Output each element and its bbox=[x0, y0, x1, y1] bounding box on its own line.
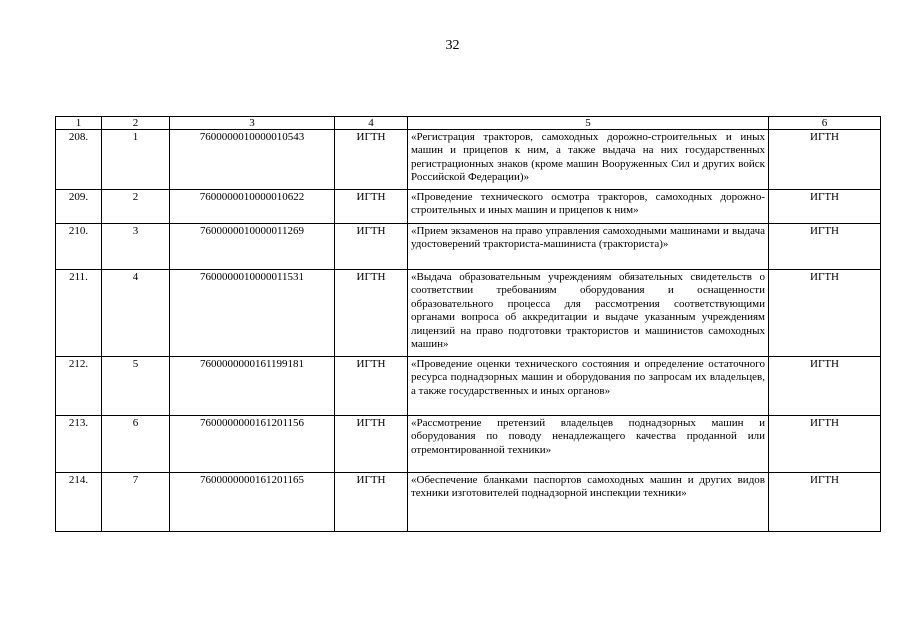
row-number: 211. bbox=[56, 270, 102, 357]
service-code: 7600000010000010543 bbox=[170, 130, 335, 190]
service-code: 7600000000161199181 bbox=[170, 357, 335, 416]
service-code: 7600000010000010622 bbox=[170, 190, 335, 224]
row-index: 2 bbox=[102, 190, 170, 224]
row-number: 208. bbox=[56, 130, 102, 190]
table-row bbox=[56, 190, 881, 224]
table-row bbox=[56, 357, 881, 416]
service-description: «Проведение технического осмотра тракторов, самоходных дорожно-строительных и иных машин и прицепов к ним» bbox=[408, 190, 769, 224]
responsible-org: ИГТН bbox=[769, 416, 881, 473]
table-row bbox=[56, 416, 881, 473]
service-description: «Рассмотрение претензий владельцев поднадзорных машин и оборудования по поводу ненадлежащего качества проданной или отремонтированной техники» bbox=[408, 416, 769, 473]
service-org: ИГТН bbox=[335, 130, 408, 190]
header-col-1: 1 bbox=[56, 117, 102, 130]
responsible-org: ИГТН bbox=[769, 130, 881, 190]
header-col-4: 4 bbox=[335, 117, 408, 130]
service-code: 7600000000161201156 bbox=[170, 416, 335, 473]
service-description: «Выдача образовательным учреждениям обязательных свидетельств о соответствии требованиям оборудования и оснащенности образовательного процесса для рассмотрения соответствующими органами вопроса об аккредитации и выдаче указанным учреждениям лицензий на право подготовки трактористов и машинистов самоходных машин» bbox=[408, 270, 769, 357]
row-index: 5 bbox=[102, 357, 170, 416]
service-code: 7600000010000011269 bbox=[170, 224, 335, 270]
service-code: 7600000000161201165 bbox=[170, 473, 335, 532]
service-description: «Прием экзаменов на право управления самоходными машинами и выдача удостоверений тракториста-машиниста (тракториста)» bbox=[408, 224, 769, 270]
header-col-5: 5 bbox=[408, 117, 769, 130]
table-row bbox=[56, 473, 881, 532]
responsible-org: ИГТН bbox=[769, 190, 881, 224]
service-description: «Регистрация тракторов, самоходных дорожно-строительных и иных машин и прицепов к ним, а также выдача на них государственных регистрационных знаков (кроме машин Вооруженных Сил и других войск Российской Федерации)» bbox=[408, 130, 769, 190]
table-row bbox=[56, 224, 881, 270]
table-row bbox=[56, 130, 881, 190]
row-number: 212. bbox=[56, 357, 102, 416]
header-col-3: 3 bbox=[170, 117, 335, 130]
header-col-2: 2 bbox=[102, 117, 170, 130]
row-index: 1 bbox=[102, 130, 170, 190]
service-org: ИГТН bbox=[335, 473, 408, 532]
row-index: 4 bbox=[102, 270, 170, 357]
responsible-org: ИГТН bbox=[769, 270, 881, 357]
service-org: ИГТН bbox=[335, 270, 408, 357]
table-row bbox=[56, 270, 881, 357]
services-table bbox=[55, 116, 881, 532]
row-number: 210. bbox=[56, 224, 102, 270]
service-org: ИГТН bbox=[335, 224, 408, 270]
service-org: ИГТН bbox=[335, 416, 408, 473]
responsible-org: ИГТН bbox=[769, 473, 881, 532]
responsible-org: ИГТН bbox=[769, 357, 881, 416]
service-description: «Проведение оценки технического состояния и определение остаточного ресурса поднадзорных машин и оборудования по запросам их владельцев, а также государственных и иных органов» bbox=[408, 357, 769, 416]
row-index: 7 bbox=[102, 473, 170, 532]
row-index: 6 bbox=[102, 416, 170, 473]
row-number: 214. bbox=[56, 473, 102, 532]
page-number: 32 bbox=[445, 38, 460, 53]
service-code: 7600000010000011531 bbox=[170, 270, 335, 357]
service-description: «Обеспечение бланками паспортов самоходных машин и других видов техники изготовителей поднадзорной инспекции техники» bbox=[408, 473, 769, 532]
header-row bbox=[56, 117, 881, 130]
header-col-6: 6 bbox=[769, 117, 881, 130]
table-body bbox=[56, 130, 881, 532]
row-index: 3 bbox=[102, 224, 170, 270]
row-number: 213. bbox=[56, 416, 102, 473]
table-header bbox=[56, 117, 881, 130]
row-number: 209. bbox=[56, 190, 102, 224]
responsible-org: ИГТН bbox=[769, 224, 881, 270]
service-org: ИГТН bbox=[335, 190, 408, 224]
service-org: ИГТН bbox=[335, 357, 408, 416]
